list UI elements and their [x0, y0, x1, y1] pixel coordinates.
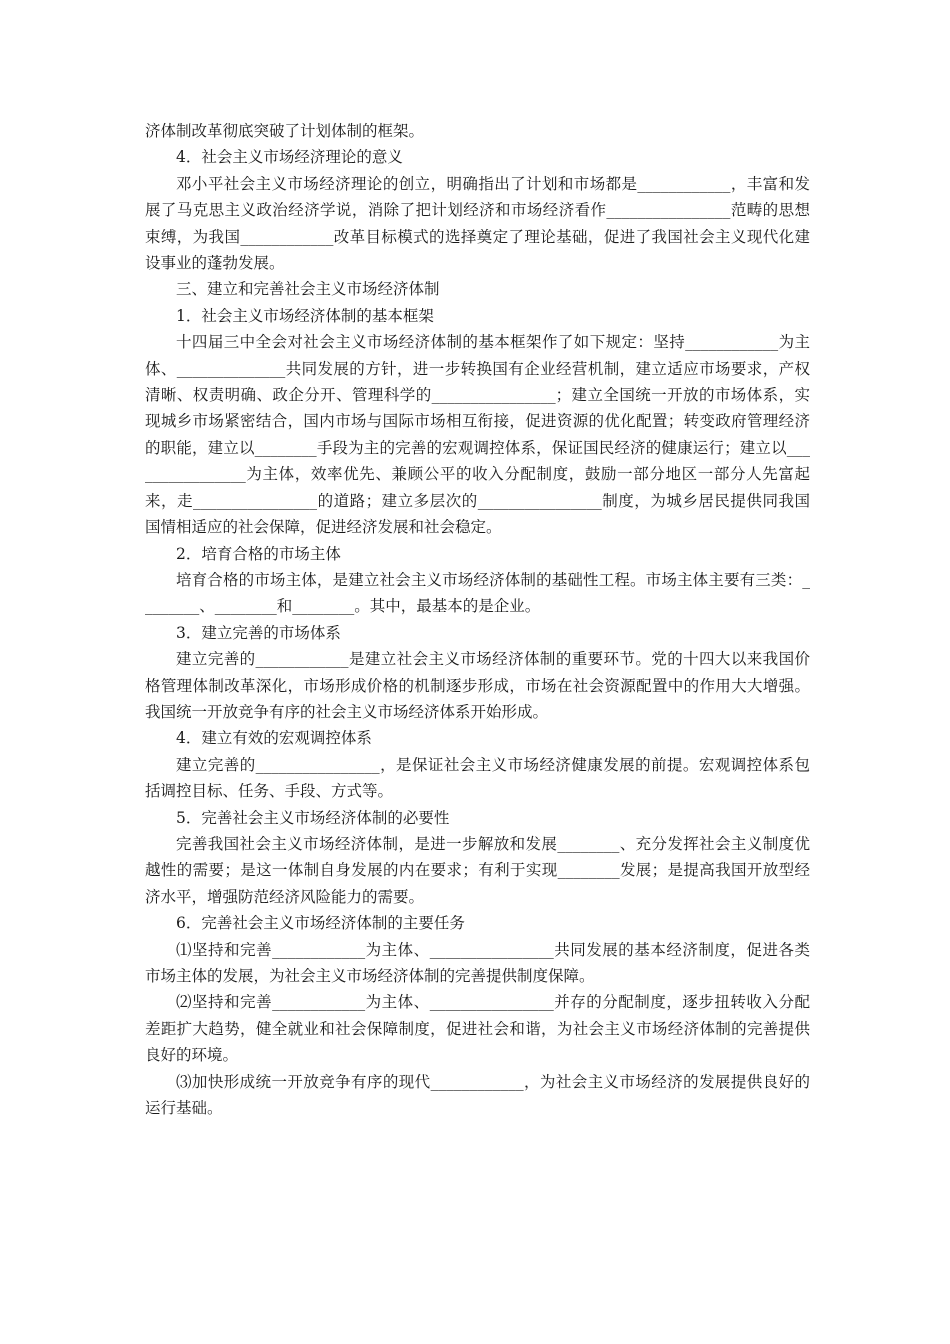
- document-page: [145, 118, 810, 1121]
- paragraph-deng-theory: 邓小平社会主义市场经济理论的创立，明确指出了计划和市场都是____________，丰富和发展了马克思主义政治经济学说，消除了把计划经济和市场经济看作________________范畴的思想束缚，为我国____________改革目标模式的选择奠定了理论基础，促进了我国社会主义现代化建设事业的蓬勃发展。: [145, 174, 810, 273]
- subheading-macro-control: 4．建立有效的宏观调控体系: [176, 729, 372, 748]
- subheading-main-tasks: 6．完善社会主义市场经济体制的主要任务: [176, 914, 465, 933]
- paragraph-basic-framework: 十四届三中全会对社会主义市场经济体制的基本框架作了如下规定：坚持____________为主体、______________共同发展的方针，进一步转换国有企业经营机制，建立适应市场要求，产权清晰、权责明确、政企分开、管理科学的________________；建立全国统一开放的市场体系，实现城乡市场紧密结合，国内市场与国际市场相互衔接，促进资源的优化配置；转变政府管理经济的职能，建立以________手段为主的完善的宏观调控体系，保证国民经济的健康运行；建立以________________为主体，效率优先、兼顾公平的收入分配制度，鼓励一部分地区一部分人先富起来，走________________的道路；建立多层次的________________制度，为城乡居民提供同我国国情相适应的社会保障，促进经济发展和社会稳定。: [145, 333, 810, 537]
- paragraph-market-subjects: 培育合格的市场主体，是建立社会主义市场经济体制的基础性工程。市场主体主要有三类：________、________和________。其中，最基本的是企业。: [145, 570, 810, 616]
- paragraph-macro-control: 建立完善的________________，是保证社会主义市场经济健康发展的前提。宏观调控体系包括调控目标、任务、手段、方式等。: [145, 755, 810, 801]
- paragraph-task-1: ⑴坚持和完善____________为主体、________________共同发展的基本经济制度，促进各类市场主体的发展，为社会主义市场经济体制的完善提供制度保障。: [145, 940, 810, 985]
- subheading-basic-framework: 1．社会主义市场经济体制的基本框架: [176, 306, 434, 325]
- subheading-theory-significance: 4．社会主义市场经济理论的意义: [176, 148, 403, 167]
- paragraph-necessity: 完善我国社会主义市场经济体制，是进一步解放和发展________、充分发挥社会主义制度优越性的需要；是这一体制自身发展的内在要求；有利于实现________发展；是提高我国开放型经济水平，增强防范经济风险能力的需要。: [145, 834, 810, 906]
- subheading-market-system: 3．建立完善的市场体系: [176, 623, 341, 642]
- paragraph-task-2: ⑵坚持和完善____________为主体、________________并存的分配制度，逐步扭转收入分配差距扩大趋势，健全就业和社会保障制度，促进社会和谐，为社会主义市场经济体制的完善提供良好的环境。: [145, 993, 810, 1065]
- paragraph-continuation: 济体制改革彻底突破了计划体制的框架。: [145, 122, 425, 140]
- subheading-market-subjects: 2．培育合格的市场主体: [176, 544, 341, 563]
- subheading-necessity: 5．完善社会主义市场经济体制的必要性: [176, 808, 450, 827]
- paragraph-task-3: ⑶加快形成统一开放竞争有序的现代____________，为社会主义市场经济的发展提供良好的运行基础。: [145, 1072, 810, 1118]
- paragraph-market-system: 建立完善的____________是建立社会主义市场经济体制的重要环节。党的十四大以来我国价格管理体制改革深化，市场形成价格的机制逐步形成，市场在社会资源配置中的作用大大增强。我国统一开放竞争有序的社会主义市场经济体系开始形成。: [145, 650, 810, 721]
- section-heading-three: 三、建立和完善社会主义市场经济体制: [176, 280, 440, 299]
